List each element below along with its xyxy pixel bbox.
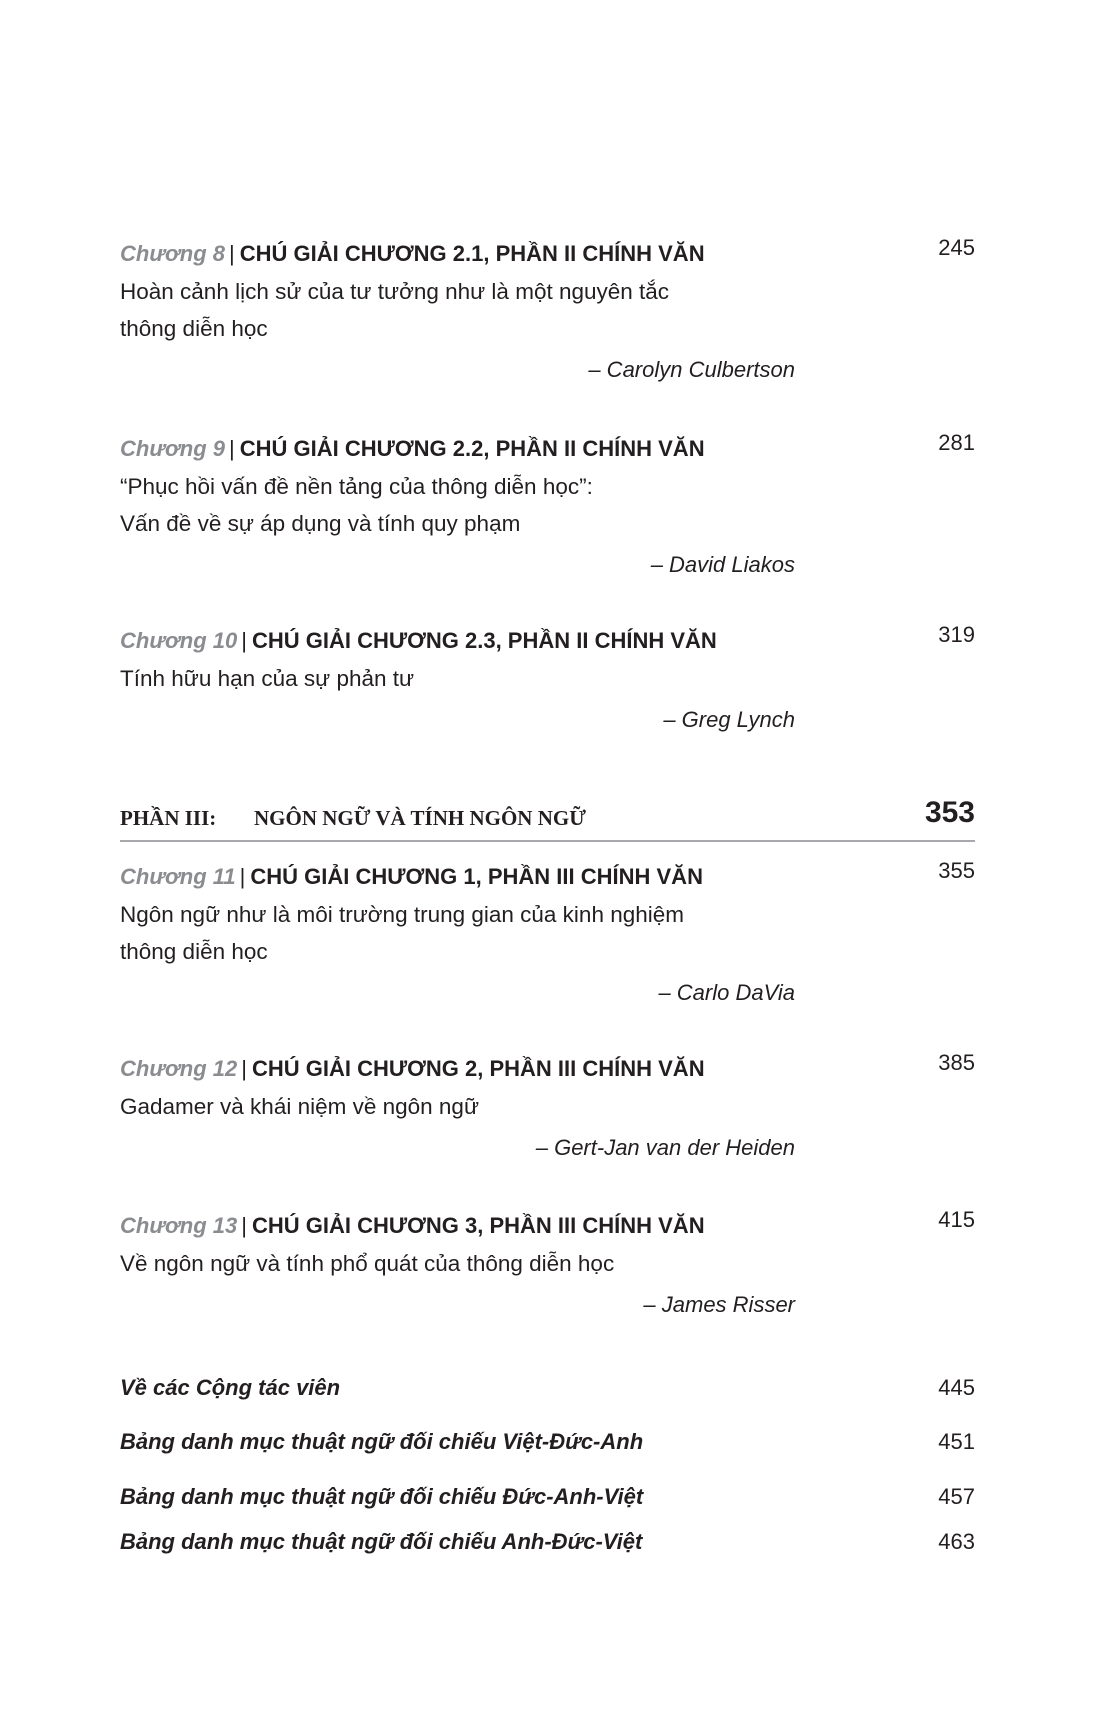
subtitle-line: Hoàn cảnh lịch sử của tư tưởng như là một nguyên tắc xyxy=(120,279,670,304)
toc-entry-glossary-viet-duc-anh xyxy=(120,1426,975,1458)
appendix-title: Bảng danh mục thuật ngữ đối chiếu Anh-Đức-Việt xyxy=(120,1529,643,1554)
chapter-page-number: 415 xyxy=(938,1207,975,1232)
toc-entry-chapter-13 xyxy=(120,1207,975,1320)
chapter-heading xyxy=(120,1050,975,1084)
appendix-title: Về các Cộng tác viên xyxy=(120,1375,341,1400)
chapter-page-number: 319 xyxy=(938,622,975,647)
chapter-page-number: 385 xyxy=(938,1050,975,1075)
chapter-title: CHÚ GIẢI CHƯƠNG 2.2, PHẦN II CHÍNH VĂN xyxy=(239,436,705,461)
chapter-label: Chương 12 xyxy=(120,1056,238,1081)
chapter-heading xyxy=(120,235,975,269)
chapter-heading xyxy=(120,858,975,892)
chapter-title: CHÚ GIẢI CHƯƠNG 2.3, PHẦN II CHÍNH VĂN xyxy=(251,628,717,653)
toc-entry-chapter-8 xyxy=(120,235,975,385)
chapter-author: – Gert-Jan van der Heiden xyxy=(535,1135,795,1160)
part-heading xyxy=(120,796,975,842)
chapter-author: – Greg Lynch xyxy=(663,707,795,732)
separator: | xyxy=(241,628,247,653)
chapter-label: Chương 13 xyxy=(120,1213,238,1238)
separator: | xyxy=(241,1213,247,1238)
chapter-subtitle xyxy=(120,660,760,697)
chapter-subtitle xyxy=(120,896,760,970)
chapter-page-number: 355 xyxy=(938,858,975,883)
part-title: NGÔN NGỮ VÀ TÍNH NGÔN NGỮ xyxy=(254,806,586,830)
chapter-author: – Carlo DaVia xyxy=(658,980,795,1005)
chapter-author: – David Liakos xyxy=(650,552,795,577)
separator: | xyxy=(241,1056,247,1081)
chapter-label: Chương 10 xyxy=(120,628,238,653)
chapter-subtitle xyxy=(120,1245,760,1282)
chapter-author: – James Risser xyxy=(643,1292,795,1317)
chapter-page-number: 281 xyxy=(938,430,975,455)
separator: | xyxy=(239,864,246,889)
subtitle-line: Tính hữu hạn của sự phản tư xyxy=(120,666,415,691)
chapter-page-number: 245 xyxy=(938,235,975,260)
appendix-page-number: 463 xyxy=(938,1529,975,1554)
chapter-label: Chương 11 xyxy=(120,864,236,889)
part-page-number: 353 xyxy=(924,796,975,829)
appendix-page-number: 451 xyxy=(938,1429,975,1454)
chapter-heading xyxy=(120,430,975,464)
appendix-title: Bảng danh mục thuật ngữ đối chiếu Việt-Đức-Anh xyxy=(120,1429,644,1454)
chapter-subtitle xyxy=(120,273,760,347)
subtitle-line: Vấn đề về sự áp dụng và tính quy phạm xyxy=(120,511,521,536)
toc-page xyxy=(120,0,975,1733)
chapter-title: CHÚ GIẢI CHƯƠNG 2.1, PHẦN II CHÍNH VĂN xyxy=(239,241,705,266)
subtitle-line: “Phục hồi vấn đề nền tảng của thông diễn học”: xyxy=(120,474,593,499)
separator: | xyxy=(229,241,235,266)
appendix-title: Bảng danh mục thuật ngữ đối chiếu Đức-Anh-Việt xyxy=(120,1484,644,1509)
chapter-subtitle xyxy=(120,468,760,542)
part-label: PHẦN III: xyxy=(120,806,217,830)
toc-entry-chapter-12 xyxy=(120,1050,975,1163)
separator: | xyxy=(229,436,235,461)
chapter-label: Chương 9 xyxy=(120,436,226,461)
toc-entry-chapter-10 xyxy=(120,622,975,735)
subtitle-line: Gadamer và khái niệm về ngôn ngữ xyxy=(120,1094,480,1119)
appendix-page-number: 445 xyxy=(938,1375,975,1400)
chapter-heading xyxy=(120,1207,975,1241)
subtitle-line: thông diễn học xyxy=(120,939,268,964)
toc-entry-chapter-9 xyxy=(120,430,975,580)
chapter-subtitle xyxy=(120,1088,760,1125)
chapter-label: Chương 8 xyxy=(120,241,226,266)
chapter-title: CHÚ GIẢI CHƯƠNG 1, PHẦN III CHÍNH VĂN xyxy=(250,864,703,889)
chapter-title: CHÚ GIẢI CHƯƠNG 3, PHẦN III CHÍNH VĂN xyxy=(251,1213,705,1238)
appendix-page-number: 457 xyxy=(938,1484,975,1509)
subtitle-line: Về ngôn ngữ và tính phổ quát của thông diễn học xyxy=(120,1251,615,1276)
toc-entry-glossary-duc-anh-viet xyxy=(120,1481,975,1513)
toc-entry-contributors xyxy=(120,1372,975,1404)
toc-entry-chapter-11 xyxy=(120,858,975,1008)
subtitle-line: thông diễn học xyxy=(120,316,268,341)
chapter-heading xyxy=(120,622,975,656)
chapter-author: – Carolyn Culbertson xyxy=(588,357,795,382)
chapter-title: CHÚ GIẢI CHƯƠNG 2, PHẦN III CHÍNH VĂN xyxy=(251,1056,705,1081)
subtitle-line: Ngôn ngữ như là môi trường trung gian của kinh nghiệm xyxy=(120,902,685,927)
toc-entry-glossary-anh-duc-viet xyxy=(120,1526,975,1558)
